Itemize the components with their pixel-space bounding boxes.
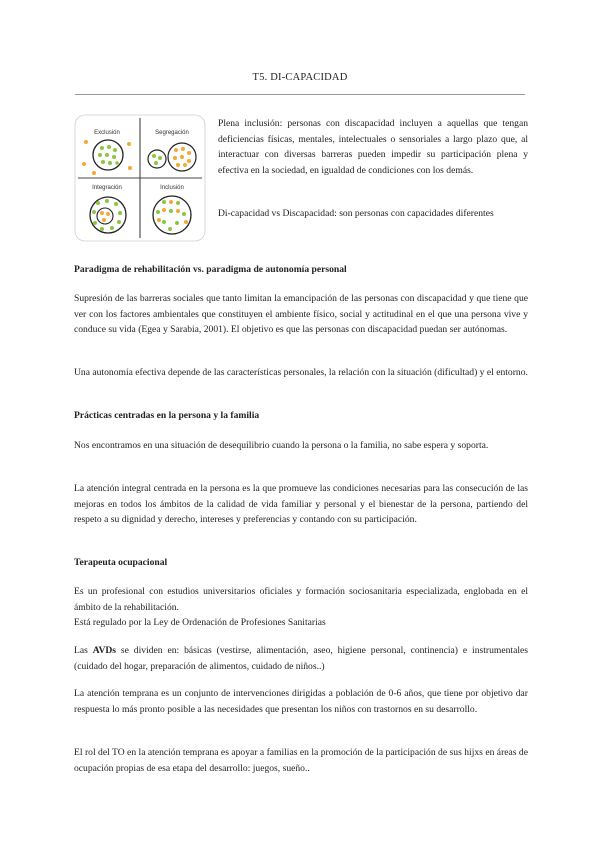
ot-paragraph-1b: Está regulado por la Ley de Ordenación de Profesiones Sanitarias: [74, 617, 326, 628]
avds-prefix: Las: [74, 645, 93, 656]
inclusion-diagram: [74, 114, 206, 242]
intro-paragraph-2: Di-capacidad vs Discapacidad: son personas con capacidades diferentes: [218, 208, 494, 219]
avds-term: AVDs: [92, 645, 117, 656]
paradigm-paragraph-1: Supresión de las barreras sociales que tanto limitan la emancipación de las personas con discapacidad y que tiene que ver con los factores ambientales que constituyen el ambiente físico, social y actitudinal en el que una persona vive y conduce su vida (Egea y Sarabia, 2001). El objetivo es que las personas con discapacidad puedan ser autónomas.: [74, 293, 528, 335]
paradigm-paragraph-2: Una autonomía efectiva depende de las características personales, la relación con la situación (dificultad) y el entorno.: [74, 367, 528, 378]
label-inclusion: Inclusión: [160, 185, 184, 191]
ot-paragraph-avds: [74, 643, 528, 674]
page-title: T5. DI-CAPACIDAD: [252, 72, 348, 83]
avds-text: se dividen en: básicas (vestirse, alimentación, aseo, higiene personal, continencia) e instrumentales (cuidado del hogar, preparación de alimentos, cuidado de niños..): [74, 645, 528, 672]
heading-occupational-therapist: Terapeuta ocupacional: [74, 557, 168, 568]
ot-paragraph-1a: Es un profesional con estudios universitarios oficiales y formación sociosanitaria especializada, englobada en el ámbito de la rehabilitación.: [74, 586, 528, 613]
person-centered-paragraph-2: La atención integral centrada en la persona es la que promueve las condiciones necesarias para las consecución de las mejoras en todos los ámbitos de la calidad de vida familiar y personal y el bienestar de la persona, partiendo del respeto a su dignidad y derecho, intereses y preferencias y contando con su participación.: [74, 483, 528, 525]
person-centered-paragraph-1: Nos encontramos en una situación de desequilibrio cuando la persona o la familia, no sabe espera y soporta.: [74, 440, 489, 451]
inclusion-diagram-svg: [74, 114, 206, 242]
title-divider: [75, 94, 525, 95]
heading-paradigm: Paradigma de rehabilitación vs. paradigma de autonomía personal: [74, 264, 347, 275]
heading-person-centered: Prácticas centradas en la persona y la familia: [74, 410, 260, 421]
ot-paragraph-role: El rol del TO en la atención temprana es apoyar a familias en la promoción de la participación de sus hijxs en áreas de ocupación propias de esa etapa del desarrollo: juegos, sueño..: [74, 747, 528, 774]
ot-paragraph-1: [74, 584, 528, 631]
label-segregation: Segregación: [155, 130, 189, 136]
label-integration: Integración: [92, 185, 122, 191]
intro-paragraph-1: Plena inclusión: personas con discapacidad incluyen a aquellas que tengan deficiencias físicas, mentales, intelectuales o sensoriales a largo plazo que, al interactuar con diversas barreras pueden impedir su participación plena y efectiva en la sociedad, en igualdad de condiciones con los demás.: [218, 118, 528, 176]
ot-paragraph-early-care: La atención temprana es un conjunto de intervenciones dirigidas a población de 0-6 años, que tiene por objetivo dar respuesta lo más pronto posible a las necesidades que presentan los niños con trastornos en su desarrollo.: [74, 688, 528, 715]
label-exclusion: Exclusión: [94, 130, 120, 136]
